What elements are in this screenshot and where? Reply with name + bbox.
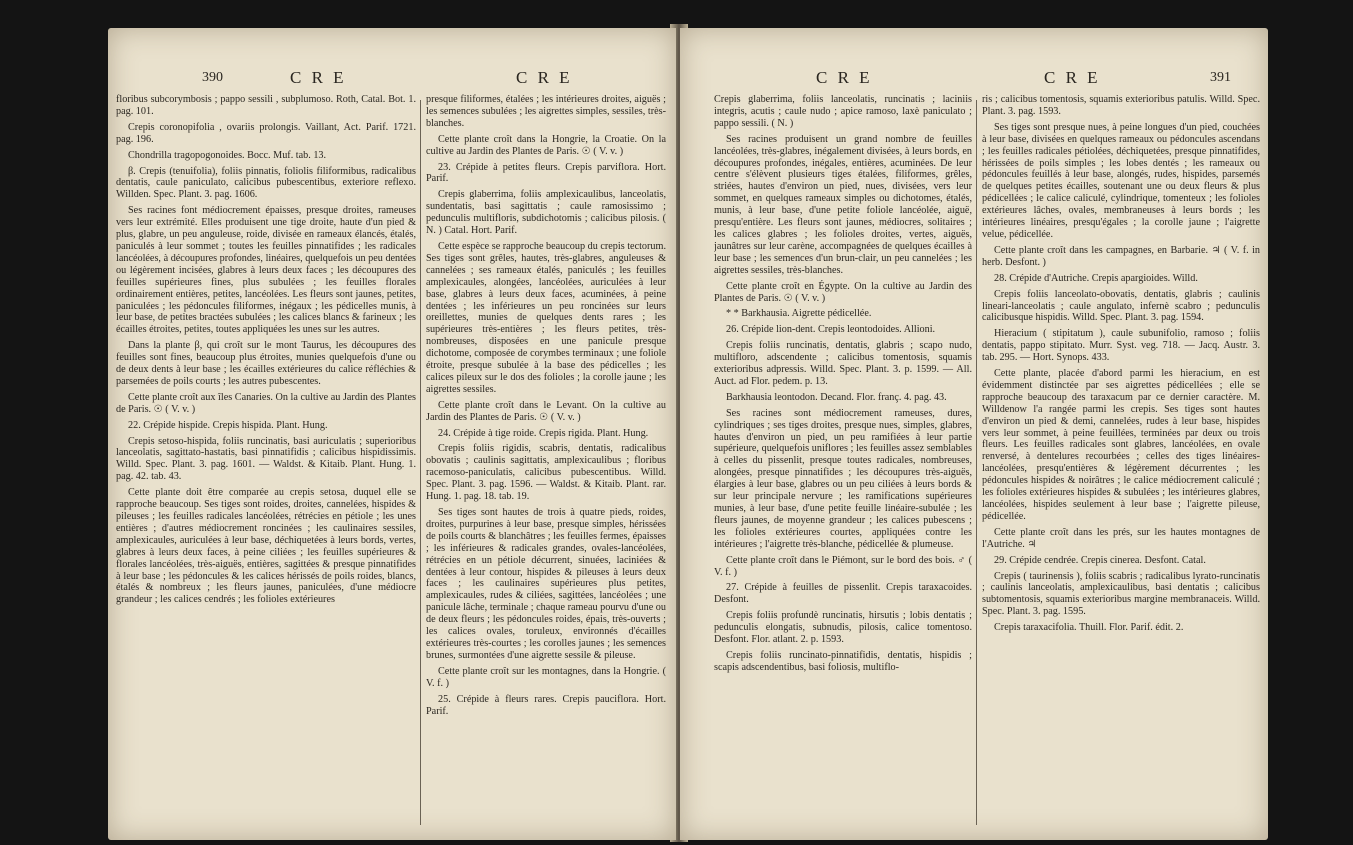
- paragraph: Cette espèce se rapproche beaucoup du crepis tectorum. Ses tiges sont grêles, hautes, très-glabres, anguleuses & cannelées ; ses rameaux étalés, paniculés ; les feuilles amplexicaules, alongées, lancéolées, auriculées à leur base, glabres à leurs deux faces, acuminées, à peine dentées ; les inférieures un peu roncinées sur leurs oreillettes, munies de quelques dents rares ; les supérieures très-entières ; les fleurs petites, très-nombreuses, disposées en une panicule presque dichotome, composée de corymbes terminaux ; une foliole étroite, presque subulée à la base des pédicelles ; les calices pileux sur le dos des folioles ; la corolle jaune ; les aigrettes sessiles.: [426, 240, 666, 395]
- paragraph: Cette plante croît sur les montagnes, dans la Hongrie. ( V. f. ): [426, 665, 666, 689]
- paragraph: Ses racines font médiocrement épaisses, presque droites, rameuses vers leur extrémité. Elles produisent une tige droite, haute d'un pied & plus, glabre, un peu anguleuse, roide, divisée en rameaux élancés, étalés, paniculés à leur sommet ; toutes les feuilles pinnatifides ; les radicales lancéolées, à découpures profondes, linéaires, quelquefois un peu dentées ou légèrement incisées, glabres à leurs deux faces ; les découpures des feuilles supérieures fines, plus subulées ; les feuilles florales ordinairement entières, petites, lancéolées. Les fleurs sont jaunes, petites, paniculées ; les pédoncules filiformes, inégaux ; les pédicelles munis, à leur base, de petites bractées subulées ; les calices blancs & farineux ; les écailles étroites, petites, toutes appliquées les unes sur les autres.: [116, 205, 416, 336]
- left-column-1: [116, 94, 416, 830]
- paragraph: Cette plante croît dans le Levant. On la cultive au Jardin des Plantes de Paris. ☉ ( V. v. ): [426, 399, 666, 423]
- paragraph: Barkhausia leontodon. Decand. Flor. franç. 4. pag. 43.: [726, 391, 947, 403]
- paragraph: Cette plante doit être comparée au crepis setosa, duquel elle se rapproche beaucoup. Ses tiges sont roides, droites, cannelées, hispides & pileuses ; les feuilles radicales lancéolées, rétrécies en pétiole ; les unes entières ; d'autres médiocrement roncinées ; les caulinaires sessiles, amplexicaules, auriculées à leur base, déchiquetées à leurs bords, vertes, glabres à leurs deux faces, à peine ciliées ; les feuilles supérieures & florales lancéolées, très-aiguës, entières, sagittées & presque pinnatifides à leur base ; les pédoncules & les calices hérissés de poils roides, blancs, étalés & nombreux ; les fleurs jaunes, paniculées, d'une médiocre grandeur ; les calices cendrés ; les folioles extérieures: [116, 487, 416, 606]
- paragraph: 28. Crépide d'Autriche. Crepis apargioides. Willd.: [994, 272, 1198, 284]
- left-header-left: C R E: [290, 68, 347, 87]
- paragraph: ris ; calicibus tomentosis, squamis exterioribus patulis. Willd. Spec. Plant. 3. pag. 1593.: [982, 94, 1260, 117]
- paragraph: Crepis foliis profundè runcinatis, hirsutis ; lobis dentatis ; pedunculis elongatis, subnudis, pilosis, calice tomentoso. Desfont. Flor. atlant. 2. p. 1593.: [714, 610, 972, 646]
- right-header-right: C R E: [1044, 68, 1101, 87]
- paragraph: Ses tiges sont presque nues, à peine longues d'un pied, couchées à leur base, divisées en quelques rameaux ou pédoncules ascendans ; les feuilles radicales pétiolées, déchiquetées, presque pinnatifides, hérissées de poils simples ; les lobes dentés ; les rameaux ou pédoncules feuillés à leur base, alongés, rudes, hispides, parsemés de quelques petites écailles, soutenant une ou deux fleurs & plus pédicellées ; le calice caliculé, cylindrique, tomenteux ; les folioles extérieures lâches, ovales, membraneuses à leurs bords ; les intérieures linéaires, presqu'égales ; la corolle jaune ; l'aigrette velue, pédicellée.: [982, 121, 1260, 240]
- paragraph: 27. Crépide à feuilles de pissenlit. Crepis taraxacoides. Desfont.: [714, 582, 972, 606]
- paragraph: Cette plante croît aux îles Canaries. On la cultive au Jardin des Plantes de Paris. ☉ ( V. v. ): [116, 391, 416, 415]
- paragraph: Crepis foliis runcinatis, dentatis, glabris ; scapo nudo, multifloro, adscendente ; calicibus tomentosis, squamis exterioribus adpressis. Willd. Spec. Plant. 3. p. 1599. — All. Auct. ad Flor. pedem. p. 13.: [714, 340, 972, 387]
- left-column-2: [426, 94, 666, 830]
- right-column-1: [714, 94, 972, 830]
- right-page: [680, 28, 1268, 840]
- paragraph: Crepis ( taurinensis ), foliis scabris ; radicalibus lyrato-runcinatis ; caulinis lanceolatis, amplexicaulibus, basi dentatis ; calicibus subtomentosis, squamis exterioribus margine membranaceis. Willd. Spec. Plant. 3. pag. 1595.: [982, 570, 1260, 618]
- paragraph: Cette plante croît en Égypte. On la cultive au Jardin des Plantes de Paris. ☉ ( V. v. ): [714, 280, 972, 304]
- paragraph: Crepis glaberrima, foliis amplexicaulibus, lanceolatis, sundentatis, basi sagittatis ; caule ramosissimo ; pedunculis multifloris, subdichotomis ; calicibus pilosis. ( N. ) Catal. Hort. Parif.: [426, 189, 666, 237]
- paragraph: Crepis foliis runcinato-pinnatifidis, dentatis, hispidis ; scapis adscendentibus, basi foliosis, multiflo-: [714, 649, 972, 673]
- paragraph: Crepis foliis rigidis, scabris, dentatis, radicalibus obovatis ; caulinis sagittatis, amplexicaulibus ; floribus racemoso-paniculatis, calicibus pubescentibus. Willd. Spec. Plant. 3. pag. 1596. — Waldst. & Kitaib. Plant. rar. Hung. 1. pag. 18. tab. 19.: [426, 443, 666, 503]
- paragraph: 24. Crépide à tige roide. Crepis rigida. Plant. Hung.: [438, 427, 649, 439]
- paragraph: Crepis taraxacifolia. Thuill. Flor. Parif. édit. 2.: [994, 622, 1184, 634]
- paragraph: * * Barkhausia. Aigrette pédicellée.: [726, 308, 872, 320]
- paragraph: Chondrilla tragopogonoides. Bocc. Muf. tab. 13.: [128, 149, 327, 161]
- right-column-2: [982, 94, 1260, 830]
- right-header-left: C R E: [816, 68, 873, 87]
- paragraph: Crepis foliis lanceolato-obovatis, dentatis, glabris ; caulinis lineari-lanceolatis ; caule angulato, infernè scabro ; pedunculis calicibusque hispidis. Willd. Spec. Plant. 3. pag. 1594.: [982, 288, 1260, 324]
- paragraph: 26. Crépide lion-dent. Crepis leontodoides. Allioni.: [726, 324, 936, 336]
- paragraph: Cette plante croît dans le Piémont, sur le bord des bois. ♂ ( V. f. ): [714, 554, 972, 578]
- left-page-number: 390: [202, 70, 223, 85]
- paragraph: Dans la plante β, qui croît sur le mont Taurus, les découpures des feuilles sont fines, beaucoup plus étroites, munies quelquefois d'une ou de deux dents à leur base ; les écailles extérieures du calice réfléchies & parsemées de poils courts ; les autres pubescentes.: [116, 340, 416, 387]
- left-header-right: C R E: [516, 68, 573, 87]
- paragraph: Crepis glaberrima, foliis lanceolatis, runcinatis ; laciniis integris, acutis ; caule nudo ; apice ramoso, laxè paniculato ; pappo sessili. ( N. ): [714, 94, 972, 129]
- paragraph: Crepis coronopifolia , ovariis prolongis. Vaillant, Act. Parif. 1721. pag. 196.: [116, 121, 416, 145]
- paragraph: Ses tiges sont hautes de trois à quatre pieds, roides, droites, purpurines à leur base, presque simples, hérissées de poils courts & blanchâtres ; les feuilles fermes, épaisses ; les inférieures & radicales grandes, ovales-lancéolées, rétrécies en un pétiole décurrent, sinuées, laciniées & dentées à leur contour, hispides & pileuses à leurs deux faces ; les caulinaires supérieures plus petites, amplexicaules, rudes & ciliées, sagittées, lancéolées ; une panicule lâche, terminale ; chaque rameau pourvu d'une ou de deux fleurs ; les pédoncules roides, épais, très-ouverts ; les calices ovales, toruleux, environnés d'écailles extérieures très-courtes ; les corolles jaunes ; les semences brunes, surmontées d'une aigrette sessile & pileuse.: [426, 507, 666, 661]
- paragraph: Crepis setoso-hispida, foliis runcinatis, basi auriculatis ; superioribus lanceolatis, sagittato-hastatis, basi pinnatifidis ; calicibus hispidissimis. Willd. Spec. Plant. 3. pag. 1601. — Waldst. & Kitaib. Plant. Hung. 1. pag. 42. tab. 43.: [116, 435, 416, 483]
- column-rule: [420, 100, 421, 825]
- paragraph: Cette plante, placée d'abord parmi les hieracium, en est évidemment distinctée par ses aigrettes pédicellées ; elle se rapproche beaucoup des taraxacum par ce dernier caractère. M. Willdenow l'a rangée parmi les crepis. Ses tiges sont hautes d'environ un pied & demi, cannelées, rudes à leur base, hispides vers leur sommet, à peine feuillées, terminées par deux ou trois fleurs. Les feuilles radicales sont glabres, lancéolées, en ovale renversé, à dentelures recourbées ; celles des tiges linéaires-lancéolées, presqu'entières & légèrement décurrentes ; les pédoncules hispides & noirâtres ; le calice médiocrement caliculé ; les folioles extérieures hispides & subulées ; les intérieures glabres, lancéolées, hispides seulement à leur base ; l'aigrette pileuse, pédicellée.: [982, 368, 1260, 522]
- paragraph: Ses racines produisent un grand nombre de feuilles lancéolées, très-glabres, inégalement divisées, à leurs bords, en découpures profondes, inégales, entières, acuminées. De leur centre s'élèvent plusieurs tiges étalées, filiformes, grêles, striées, hautes d'environ un pied, nues, divisées, vers leur sommet, en quelques rameaux simples ou dichotomes, étalés, munis, à leur base, d'une petite foliole lancéolée, aiguë, presqu'entière. Les fleurs sont jaunes, médiocres, solitaires ; les calices glabres ; les folioles droites, vertes, aiguës, jaunâtres sur leur carène, accompagnées de quelques écailles à leur base ; les semences d'un brun-clair, un peu cannelées ; les aigrettes sessiles, très-blanches.: [714, 133, 972, 276]
- paragraph: Cette plante croît dans les prés, sur les hautes montagnes de l'Autriche. ♃: [982, 526, 1260, 550]
- paragraph: 29. Crépide cendrée. Crepis cinerea. Desfont. Catal.: [994, 554, 1206, 566]
- paragraph: Cette plante croît dans la Hongrie, la Croatie. On la cultive au Jardin des Plantes de Paris. ☉ ( V. v. ): [426, 133, 666, 157]
- paragraph: presque filiformes, étalées ; les intérieures droites, aiguës ; les semences subulées ; les aigrettes simples, sessiles, très-blanches.: [426, 94, 666, 129]
- paragraph: Ses racines sont médiocrement rameuses, dures, cylindriques ; ses tiges droites, presque nues, simples, glabres, hautes d'environ un pied, un peu ramifiées à leur partie supérieure, quelquefois uniflores ; les feuilles assez semblables à celles du pissenlit, presque toutes radicales, nombreuses, alongées, presque pinnatifides ; les découpures très-aiguës, élargies à leur base, glabres ou un peu ciliées à leurs bords & sur leur principale nervure ; les ramifications supérieures munies, à leur base, d'une petite feuille linéaire-subulée ; les fleurs jaunes, de moyenne grandeur ; les calices pubescens ; les folioles extérieures courtes, appliquées contre les intérieures ; l'aigrette très-blanche, pédicellée & plumeuse.: [714, 407, 972, 550]
- paragraph: 23. Crépide à petites fleurs. Crepis parviflora. Hort. Parif.: [426, 161, 666, 185]
- paragraph: β. Crepis (tenuifolia), foliis pinnatis, foliolis filiformibus, radicalibus dentatis, caule paniculato, calicibus pubescentibus, exteriore reflexo. Willden. Spec. Plant. 3. pag. 1606.: [116, 165, 416, 201]
- paragraph: Cette plante croît dans les campagnes, en Barbarie. ♃ ( V. f. in herb. Desfont. ): [982, 244, 1260, 268]
- right-page-number: 391: [1210, 70, 1231, 85]
- paragraph: 22. Crépide hispide. Crepis hispida. Plant. Hung.: [128, 419, 328, 431]
- paragraph: 25. Crépide à fleurs rares. Crepis pauciflora. Hort. Parif.: [426, 693, 666, 717]
- left-page: [108, 28, 676, 840]
- paragraph: Hieracium ( stipitatum ), caule subunifolio, ramoso ; foliis dentatis, pappo stipitato. Murr. Syst. veg. 718. — Jacq. Austr. 3. tab. 295. — Hort. Synops. 433.: [982, 328, 1260, 364]
- paragraph: floribus subcorymbosis ; pappo sessili , subplumoso. Roth, Catal. Bot. 1. pag. 101.: [116, 94, 416, 117]
- column-rule: [976, 100, 977, 825]
